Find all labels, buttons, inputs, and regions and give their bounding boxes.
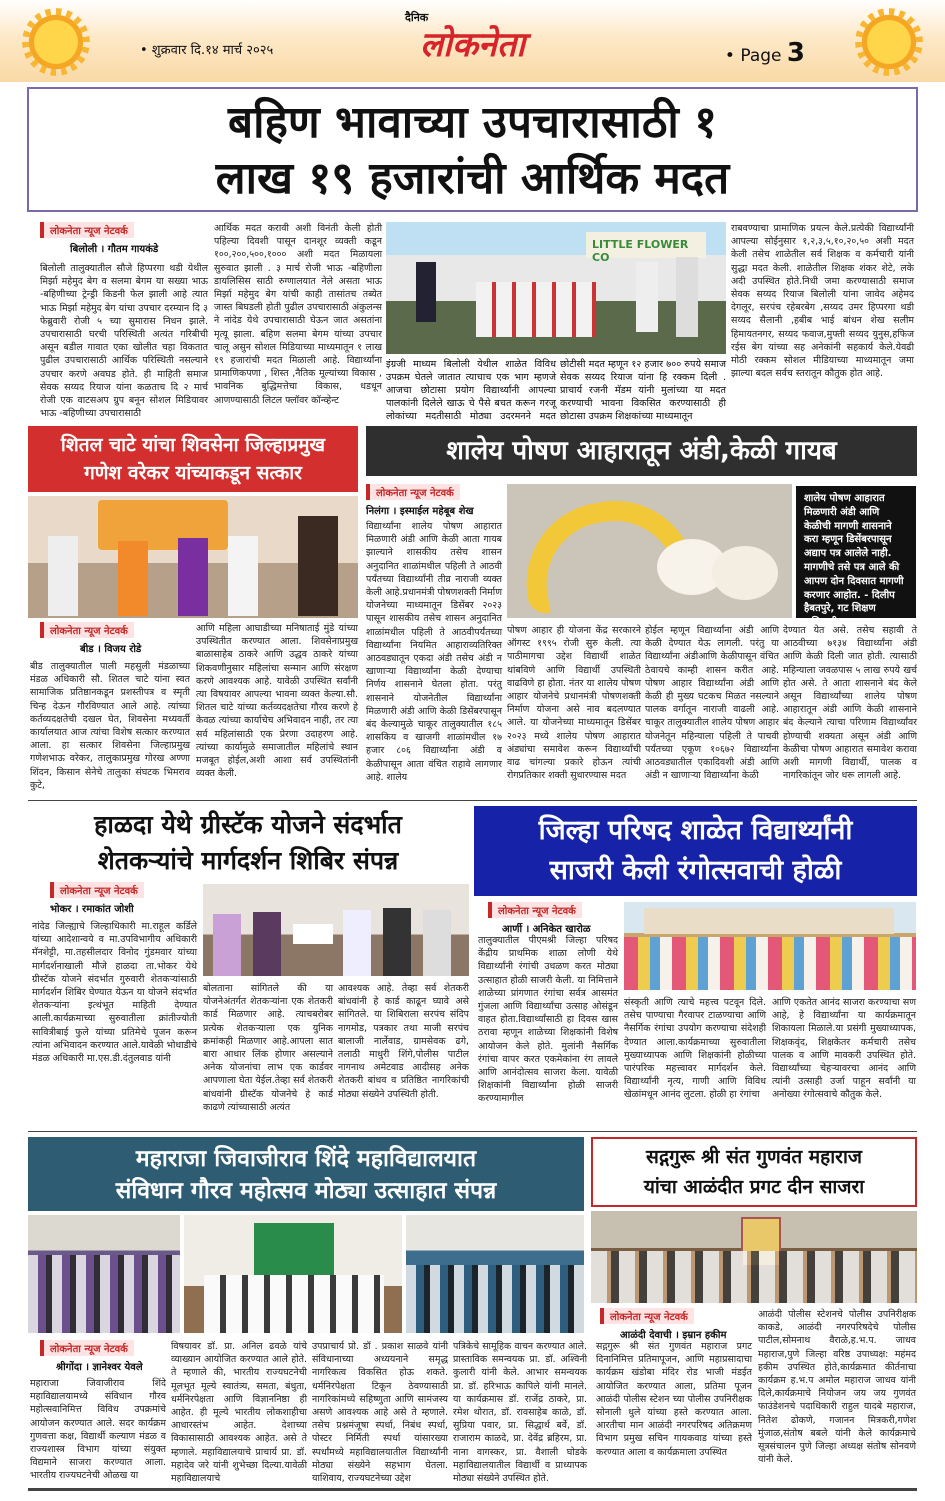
children-group: [624, 937, 916, 990]
brand-name: लोकनेता: [419, 25, 526, 65]
article-column: होईल म्हणून विद्यार्थ्यांना अंडी आणि केळी देण्यात येऊ लागली. परंतु या विद्यार्थ्यांना अंडीआणि केळीपासून वंचित ठेवायचे काम्ही शासन करीत आहे. पोषण आहार विद्यार्थ्यांना अंडी आणि केळी ही मुख्य घटकच मिळत नसल्याने पालक वर्गातून नाराजी वाढली आहे. चाकूर तालुक्यातील शालेय पोषण आहार योजनेतून महिन्याला पहिली ते पाचवी पर्यंतच्या एकूण १०६७२ विद्यार्थ्यांना आठवड्यातील एकादिवशी अंडी आणि अंडी न खाणाऱ्या विद्यार्थ्यांना केळी: [645, 625, 779, 782]
story-financial-help: [27, 87, 918, 212]
section-divider: [28, 1131, 917, 1132]
dateline: निलंगा । इस्माईल महेबूब शेख: [366, 506, 474, 517]
headline-line-2: संविधान गौरव महोत्सव मोठ्या उत्साहात संपन्न: [115, 1178, 497, 1204]
dateline: आळंदी देवाची । इम्रान हकीम: [620, 1330, 727, 1341]
brand-prefix: दैनिक: [405, 11, 429, 24]
dateline: बीड । विजय रोडे: [80, 644, 142, 655]
headline-line-1: जिल्हा परिषद शाळेत विद्यार्थ्यांनी: [538, 815, 853, 846]
sun-icon: [22, 8, 90, 76]
byline: [40, 622, 200, 655]
school-building: [644, 908, 894, 934]
headline-line-1: सद्गगुरू श्री संत गुणवंत महाराज: [646, 1146, 862, 1168]
certificate: [293, 924, 333, 944]
students-group: [476, 282, 596, 337]
news-network-tag: लोकनेता न्यूज नेटवर्क: [40, 622, 134, 638]
person-figure: [383, 908, 411, 976]
statue: [298, 516, 338, 616]
story-farmers-camp-header: [28, 806, 468, 878]
article-column: आवश्यक आहे. तेव्हा सर्व शेतकरी बांधवांनी हे कार्ड काढून घ्यावे असे सांगितले. या शिबिराला सरपंच संदिप नागमोड, पत्रकार तथा माजी सरपंच बालाजी नार्लेवाड, ग्रामसेवक ढगे, तलाठी माधुरी शिंगे,पोलीस पाटील नागनाथ अमेटवाड आदीसह अनेक शेतकरी बांधव व प्रतिष्ठित नागरिकांची मोठ्या संख्येने उपस्थिती होती.: [338, 983, 469, 1100]
article-column: विद्यार्थ्यांना शालेय पोषण आहारात मिळणारी अंडी आणि केळी आता गायब झाल्याने शासकीय तसेच शासन अनुदानित शाळांमधील पहिली ते आठवी पर्यंतच्या विद्यार्थ्यांनी तीव्र नाराजी व्यक्त केली आहे.प्रधानमंत्री पोषणशक्ती निर्माण योजनेच्या माध्यमातून डिसेंबर २०२३ पासून शासकीय तसेच शासन अनुदानित शाळांमधील पहिली ते आठवीपर्यंतच्या विद्यार्थ्यांना नियमित आहाराव्यतिरिक्त आठवड्यातून एकदा अंडी तसेच अंडी न खाणाऱ्या विद्यार्थ्यांना केळी देण्याचा निर्णय शासनाने घेतला होता. परंतु शासनाने योजनेतील विद्यार्थ्यांना मिळणारी अंडी आणि केळी डिसेंबरपासून बंद केल्यामुळे चाकूर तालुक्यातील १८५ शासकिय व खाजगी शाळांमधील १७ हजार ८०६ विद्यार्थ्यांना अंडी व केळीपासून आता वंचित राहावे लागणार आहे. शालेय: [366, 521, 502, 783]
person-figure: [228, 536, 258, 616]
dateline: आर्णी । अनिकेत खारोळ: [502, 924, 591, 935]
felicitation-photo: [28, 496, 358, 618]
headline-line-2: लाख १९ हजारांची आर्थिक मदत: [215, 153, 730, 204]
headline-line-2: शेतकऱ्यांचे मार्गदर्शन शिबिर संपन्न: [97, 846, 399, 875]
section-divider: [28, 800, 917, 801]
page-number-value: 3: [786, 38, 805, 68]
headline-line-1: बहिण भावाच्या उपचारासाठी १: [228, 97, 717, 148]
byline: [40, 1340, 180, 1373]
article-column: विषयावर डॉ. प्रा. अनिल ढवळे यांचे व्याख्यान आयोजित करण्यात आले होते. ते म्हणाले की, भारतीय राज्यघटनेची मूलभूत मूल्ये स्वातंत्र्य, समता, बंधुता, धर्मनिरपेक्षता आणि विज्ञाननिष्ठा ही आहेत. ही मूल्ये भारतीय लोकशाहीचा आधारस्तंभ आहेत. देशाच्या विकासासाठी आवश्यक आहेत. असे ते म्हणाले. महाविद्यालयाचे प्राचार्य प्रा. डॉ. महादेव जरे यांनी शुभेच्छा दिल्या.यावेळी महाविद्यालयाचे: [171, 1341, 307, 1485]
school-sign: LITTLE FLOWER CO: [586, 232, 706, 258]
article-column: बीड तालुक्यातील पाली महसुली मंडळाच्या मंडळ अधिकारी सौ. शितल चाटे यांना स्वत सामाजिक प्रतिष्ठानकडून प्रशस्तीपत्र व स्मृती चिन्ह देऊन गौरविण्यात आले आहे. त्यांच्या कर्तव्यदक्षतेची दखल घेत, शिवसेना मध्यवर्ती कार्यालयात आज त्यांचा विशेष सत्कार करण्यात आला. हा सत्कार शिवसेना जिल्हाप्रमुख गणेशभाऊ वरेकर, तालुकाप्रमुख गोरख अण्णा शिंदन, किसान सेनेचे तालुका संघटक भिमराव कुटे,: [30, 661, 190, 791]
byline: [50, 882, 190, 915]
holi-celebration-photo: [624, 902, 916, 990]
students-seated: [406, 1265, 584, 1333]
headline-line-1: हाळदा येथे ग्रीस्टॅक योजने संदर्भात: [94, 810, 402, 839]
person-figure: [636, 262, 658, 332]
article-column: राबवण्याचा प्रामाणिक प्रयत्न केले.प्रत्येकी विद्यार्थ्यांनी आपल्या सोईनुसार १,२,३,५,१०,२०,५० अशी मदत केली तसेच शाळेतील सर्व शिक्षक व कर्मचारी यांनी सुद्धा मदत केली. शाळेतील शिक्षक शंकर शेटे, लके अदी उपस्थित होते.निधी जमा करण्यासाठी समाज सेवक सय्यद रियाज बिलोली यांना जावेद अहेमद देगलूर, सरपंच रहेबरबेग ,सय्यद उमर हिप्परगा थडी सय्यद सैलानी ,हबीब भाई बांधन शेख सलीम हिमायतनगर, सय्यद फवाज,मुफ्ती सय्यद युनुस,हफिज रईस बेग यांच्या सह अनेकांनी सहकार्य केले.येवढी मोठी रक्कम सोशल मीडियाच्या माध्यमातून जमा झाल्या बदल सर्वच स्तरातून कौतुक होत आहे.: [731, 223, 914, 380]
news-network-tag: लोकनेता न्यूज नेटवर्क: [40, 222, 134, 238]
person-figure: [48, 536, 78, 616]
news-network-tag: लोकनेता न्यूज नेटवर्क: [488, 902, 582, 918]
newspaper-brand: [385, 10, 560, 65]
byline: [366, 484, 506, 517]
students-seated: [28, 1255, 180, 1333]
issue-date: • शुक्रवार दि.१४ मार्च २०२५: [140, 43, 274, 58]
story-constitution-fest-header: [28, 1137, 584, 1211]
article-column: सद्गगुरू श्री संत गुणवंत महाराज प्रगट दिनानिमित्त प्रतिमापूजन, आणि महाप्रसादाचा कार्यक्रम खंडोबा मंदिर रोड भाजी मंडईत आयोजित करण्यात आला, प्रतिमा पूजन आळंदी पोलीस स्टेशन च्या पोलीस उपनिरीक्षक सोनाली धुले यांच्या हस्ते करण्यात आला. आरतीचा मान आळंदी नगरपरिषद अतिक्रमण विभाग प्रमुख सचिन गायकवाड यांच्या हस्ते करण्यात आला व कार्यक्रमाला उपस्थित: [596, 1341, 752, 1458]
article-column: पोषण आहार ही योजना केंद्र सरकारने ऑगस्ट १९९५ रोजी सुरु केली. त्या पाठीमागचा उद्देश विद्यार्थी शाळेत थांबविणे आणि विद्यार्थी उपस्थिती वाढविणे हा होता. नंतर या शालेय पोषण आहार योजनेचे प्रधानमंत्री पोषणशक्ती निर्माण योजना असे नाव बदलण्यात आले. या योजनेच्या माध्यमातून डिसेंबर २०२३ मध्ये शालेय पोषण आहारात अंड्यांचा समावेश करून विद्यार्थ्यांची वाढ चांगल्या प्रकारे होऊन त्यांची रोगप्रतिकार शक्ती सुधारण्यास मदत: [507, 625, 641, 782]
news-network-tag: लोकनेता न्यूज नेटवर्क: [366, 484, 460, 500]
person-figure: [676, 257, 698, 337]
page-label: • Page: [724, 46, 782, 66]
article-column: उपप्राचार्य प्रो. डॉ . प्रकाश साळवे यांनी संविधानाच्या अध्ययनाने समृद्ध नागरिकत्व विकसित होऊ शकते. धर्मनिरपेक्षता टिकून ठेवण्यासाठी नागरिकांमध्ये सहिष्णुता आणि सामंजस्य असणे आवश्यक आहे असे ते म्हणाले. तसेच प्रश्नमंजूषा स्पर्धा, निबंध स्पर्धा, पोस्टर निर्मिती स्पर्धा यांसारख्या स्पर्धांमध्ये महाविद्यालयातील विद्यार्थ्यांनी मोठ्या संख्येने सहभाग घेतला. याशिवाय, राज्यघटनेच्या उद्देश: [312, 1341, 448, 1485]
article-column: आणि महिला आघाडीच्या मनिषाताई मुंडे यांच्या उपस्थितीत करण्यात आला. शिवसेनाप्रमुख बाळासाहेब ठाकरे आणि उद्धव ठाकरे यांच्या शिकवणीनुसार महिलांचा सन्मान आणि संरक्षण करणे आवश्यक आहे. यावेळी उपस्थित सर्वांनी त्या विषयावर आपल्या भावना व्यक्त केल्या.सौ. शितल चाटे यांच्या कर्तव्यदक्षतेचा गौरव करणे हे केवळ त्यांच्या कार्याचेच अभिवादन नाही, तर त्या सर्व महिलांसाठी एक प्रेरणा उदाहरण आहे. त्यांच्या कार्यामुळे समाजातील महिलांचे स्थान मजबूत होईल,अशी आशा सर्व उपस्थितांनी व्यक्त केली.: [196, 623, 358, 780]
story-school-nutrition-header: [366, 426, 917, 476]
person-figure: [253, 912, 281, 976]
guests-on-stage: [204, 1275, 384, 1333]
headline-line-2: साजरी केली रंगोत्सवाची होळी: [549, 855, 842, 886]
footer-rule: [28, 1488, 917, 1491]
headline-line-1: महाराजा जिवाजीराव शिंदे महाविद्यालयात: [135, 1146, 477, 1172]
dateline: भोकर । रमाकांत जोशी: [50, 904, 134, 915]
dateline: श्रीगोंदा । ज्ञानेश्वर येवले: [56, 1362, 143, 1373]
article-column: नांदेड जिल्ह्याचे जिल्हाधिकारी मा.राहूल कर्डिले यांच्या आदेशान्वये व मा.उपविभागीय अधिकारी मॅनशेट्टी, मा.तहसीलदार विनोद गुंडमवार यांच्या मार्गदर्शनाखाली मौजे हाळदा ता.भोकर येथे ग्रीस्टॅक योजने संदर्भात गुरुवारी शेतकऱ्यांसाठी मार्गदर्शन शिबिर घेण्यात येऊन या योजने संदर्भात शेतकऱ्यांना इत्थंभूत माहिती देण्यात आली.कार्यक्रमाच्या सुरुवातीला क्रांतीज्योती सावित्रीबाई फुले यांच्या प्रतिमेचे पूजन करून त्यांना अभिवादन करण्यात आले.यावेळी भोधाडीचे मंडळ अधिकारी मा.एस.डी.दंतुलवाड यांनी: [32, 921, 197, 1065]
byline: [40, 222, 210, 255]
article-column: संस्कृती आणि त्याचे महत्त्व पटवून दिले. तसेच पाण्याचा गैरवापर टाळण्याचा आणि नैसर्गिक रंगांचा उपयोग करण्याचा संदेशही देण्यात आला.कार्यक्रमाच्या सुरुवातीला मुख्याध्यापक आणि शिक्षकांनी होळीच्या पारंपरिक महत्त्वावर मार्गदर्शन केले. विद्यार्थ्यांनी नृत्य, गाणी आणि विविध खेळांमधून आनंद लुटला. होळी हा रंगांचा: [624, 997, 766, 1101]
sun-icon: [855, 8, 923, 76]
saint-celebration-photo: [591, 1211, 917, 1303]
person-figure: [118, 541, 148, 616]
byline: [600, 1308, 750, 1341]
story-felicitation-header: [28, 426, 358, 492]
person-figure: [416, 262, 436, 322]
college-classroom-photo-2: [406, 1215, 584, 1333]
school-students-photo: [386, 222, 726, 354]
page-number: [725, 38, 805, 68]
dateline: बिलोली । गौतम गायकंडे: [70, 244, 159, 255]
headline-line-2: गणेश वरेकर यांच्याकडून सत्कार: [84, 462, 302, 484]
egg-banana-photo: [507, 484, 792, 618]
headline-line-1: शितल चाटे यांचा शिवसेना जिल्हाप्रमुख: [60, 434, 326, 456]
farmers-camp-photo: [203, 884, 469, 976]
person-figure: [423, 910, 451, 976]
article-column: आर्थिक मदत करावी अशी विनंती केली होती पहिल्या दिवशी पासून दानशूर व्यक्ती कडून १००,२००,५००,१००० अशी मदत मिळायला सुरुवात झाली . ३ मार्च रोजी भाऊ -बहिणीला डायलिसिस साठी रुग्णालयात नेले असता भाऊ मिर्झा महेमुद बेग यांची काही तासांतच तब्येत जास्त बिघडली होती पुढील उपचारासाठी अंकुलन्स ने नांदेड येथे उपचारासाठी घेऊन जात असतांना मृत्यू झाला. बहिण सलमा बेगम यांच्या उपचार चालू असुन सोशल मिडियाच्या माध्यमातून १ लाख १९ हजारांची मदत मिळाली आहे. विद्यार्थ्यांना प्रामाणिकपणा , शिस्त ,नैतिक मूल्यांच्या विकास , भावनिक बुद्धिमत्तेचा विकास, धडधून आणण्यासाठी लिटल फ्लॉवर कॉन्व्हेन्ट: [214, 223, 382, 406]
story-holi-header: [474, 806, 917, 896]
article-column: आणि एकतेत आनंद साजरा करण्याचा सण आहे, हे विद्यार्थ्यांना या कार्यक्रमातून शिकायला मिळाले.या प्रसंगी मुख्याध्यापक, शिक्षकवृंद, शिक्षकेतर कर्मचारी तसेच पालक व आणि मावकरी उपस्थित होते. विद्यार्थ्यांच्या चेहऱ्यावरचा आनंद आणि त्यांनी उत्साही उर्जा पाहून सर्वांनी या अनोख्या रंगोत्सवाचे कौतुक केले.: [772, 997, 916, 1101]
news-network-tag: लोकनेता न्यूज नेटवर्क: [40, 1340, 134, 1356]
news-network-tag: लोकनेता न्यूज नेटवर्क: [600, 1308, 694, 1324]
photo-caption: इंग्रजी माध्यम बिलोली येथील शाळेत विविध उपक्रम घेतले जातात त्याचाच एक भाग म्हणजे आजचा छोटासा प्रयोग विद्यार्थ्यांनी आपल्या पालकांनी दिलेले खाऊ चे पैसे बचत करून गरजू लोकांच्या मदतीसाठी मोठ्या उदरमनने मदत: [386, 359, 556, 422]
news-network-tag: लोकनेता न्यूज नेटवर्क: [50, 882, 144, 898]
person-figure: [213, 914, 241, 976]
masthead: [0, 0, 945, 82]
egg: [712, 546, 778, 600]
stage-banner: [254, 1223, 334, 1283]
college-classroom-photo-1: [28, 1215, 180, 1333]
article-column: महाराजा जिवाजीराव शिंदे महाविद्यालयामध्ये संविधान गौरव महोत्सवानिमित्त विविध उपक्रमांचे आयोजन करण्यात आले. सदर कार्यक्रम गुणवत्ता कक्ष, विद्यार्थी कल्याण मंडळ व राज्यशास्त्र विभाग यांच्या संयुक्त विद्यमाने साजरा करण्यात आला. भारतीय राज्यघटनेची ओळख या: [30, 1378, 166, 1482]
article-column: पत्रिकेचे सामूहिक वाचन करण्यात आले. प्रास्ताविक समन्वयक प्रा. डॉ. अश्विनी कुलारी यांनी केले. आभार समन्वयक प्रा. डॉ. हरिभाऊ कापिले यांनी मानले. या कार्यक्रमास डॉ. राजेंद्र ठाकरे, प्रा. रमेश थोरात, डॉ. रावसाहेब काळे, डॉ. सुप्रिया पवार, प्रा. सिद्धार्थ बर्वे, डॉ. राजाराम काळदे, प्रा. देवेंद्र ब्रहिरम, प्रा. नाना वागस्कर, प्रा. वैशाली घोडके महाविद्यालयातील विद्यार्थी व प्राध्यापक मोठ्या संख्येने उपस्थित होते.: [453, 1341, 587, 1485]
headline-line-2: यांचा आळंदीत प्रगट दीन साजरा: [643, 1176, 865, 1198]
story-saint-gunwant-header: [591, 1137, 917, 1207]
byline: [488, 902, 618, 935]
photo-caption: छोटीसी मदत म्हणून १२ हजार ७०० रुपये समाज सेवक सय्यद रियाज यांना हि रक्कम दिली . प्राचार्य रजनी मॅडम यांनी मुलांच्या या मदत करण्याची भावना विकसित करण्यासाठी ही छोटासा उपक्रम शिक्षकांच्या माध्यमातून: [560, 359, 726, 422]
article-column: बोलताना सांगितले की या योजनेअंतर्गत शेतकऱ्यांना एक शेतकरी कार्ड मिळणार आहे. त्याचबरोबर प्रत्येक शेतकऱ्याला एक युनिक क्रमांकही मिळणार आहे.आपला सात बारा आधार लिंक होणार असल्याने अनेक योजनांचा लाभ एक कार्डवर आपणाला घेता येईल.तेव्हा सर्व शेतकरी बांधवांनी ग्रीस्टॅक योजनेचे हे कार्ड काढणे त्यांच्यासाठी अत्यंत: [203, 983, 333, 1113]
college-stage-photo: [184, 1215, 402, 1333]
article-column: तालुक्यातील पीएमश्री जिल्हा परिषद केंद्रीय प्राथमिक शाळा लोणी येथे विद्यार्थ्यांनी रंगांची उधळण करत मोठ्या उत्साहात होळी साजरी केली. या निमित्ताने शाळेच्या प्रांगणात रंगांचा सर्वत्र आसमंत गुंजला आणि विद्यार्थ्यांचा उत्साह ओसंडून वाहत होता.विद्यार्थ्यांसाठी हा दिवस खास ठरावा म्हणून शाळेच्या शिक्षकांनी विशेष आयोजन केले होते. मुलांनी नैसर्गिक रंगांचा वापर करत एकमेकांना रंग लावले आणि आनंदोत्सव साजरा केला. यावेळी शिक्षकांनी विद्यार्थ्यांना होळी साजरी करण्यामागील: [478, 935, 618, 1105]
article-column: देण्यात येत असे. तसेच सहावी ते आठवीच्या ७१३४ विद्यार्थ्यांना अंडी आणि केळी दिली जात होती. त्यासाठी महिन्याला जवळपास ५ लाख रुपये खर्च होत असे. ते आता शासनाने बंद केले असून विद्यार्थ्यांच्या शालेय पोषण आहारातून अंडी आणि केळी शासनाने बंद केल्याने त्याचा परिणाम विद्यार्थ्यांवर होण्याची शक्यता असून अंडी आणि केळीचा पोषण आहारात समावेश करावा अशी मागणी विद्यार्थी, पालक व नागरिकांतून जोर धरू लागली आहे.: [783, 625, 917, 782]
person-figure: [178, 538, 208, 616]
article-column: आळंदी पोलीस स्टेशनचे पोलीस उपनिरीक्षक काकडे, आळंदी नगरपरिषदेचे पोलीस पाटील,सोमनाथ वैराळे,ह.भ.प. जाधव महाराज,पुणे जिल्हा वरिष्ठ उपाध्यक्ष: महंमद हकीम उपस्थित होते,कार्यक्रमात कीर्तनाचा कार्यक्रम ह.भ.प अमोल महाराज जाधव यांनी दिले,कार्यक्रमाचे नियोजन जय जय गुणवंत फाउंडेशनचे पदाधिकारी राहुल यादबे महाराज, नितेश ढोकणे, गजानन मित्रकरी,गणेश मुंजाळ,संतोष बबले यांनी केले कार्यक्रमाचे सूत्रसंचालन पुणे जिल्हा अध्यक्ष संतोष सोनवणे यांनी केले.: [758, 1309, 916, 1466]
headline: शालेय पोषण आहारातून अंडी,केळी गायब: [446, 436, 837, 466]
person-figure: [343, 910, 371, 976]
official-quote-box: शालेय पोषण आहारात मिळणारी अंडी आणि केळीची मागणी शासनाने करा म्हणून डिसेंबरपासून अद्याप पत्र आलेले नाही. मागणीचे तसे पत्र आले की आपण दोन दिवसात मागणी करणार आहोत. - दिलीप हैबतपुरे, गट शिक्षण अधिकारी, चाकूर: [796, 486, 916, 618]
devotees-group: [591, 1251, 917, 1303]
article-column: बिलोली तालुक्यातील सौजे हिप्परगा थडी येथील मिर्झा महेमुद बेग व सलमा बेगम या सख्या भाऊ -बहिणीच्या ट्रेन्ड्री किडनी फेल झाली आहे त्यात भाऊ मिर्झा महेमुद बेग यांचा उपचार दरम्यान दि ३ फेब्रुवारी रोजी ५ च्या सुमारास निधन झाले. उपचारासाठी घरची परिस्थिती अत्यंत गरिबीची असून बडील गावात एका खोलीत चहा विकतात पुढील उपचारासाठी आर्थिक परिस्थिती नसल्याने उपचार करणे अवघड होते. ही माहिती समाज सेवक सय्यद रियाज यांना कळताच दि २ मार्च रोजी एक वाटसअप ग्रुप बनून सोशल मिडियावर भाऊ -बहिणीच्या उपचारासाठी: [40, 263, 208, 420]
